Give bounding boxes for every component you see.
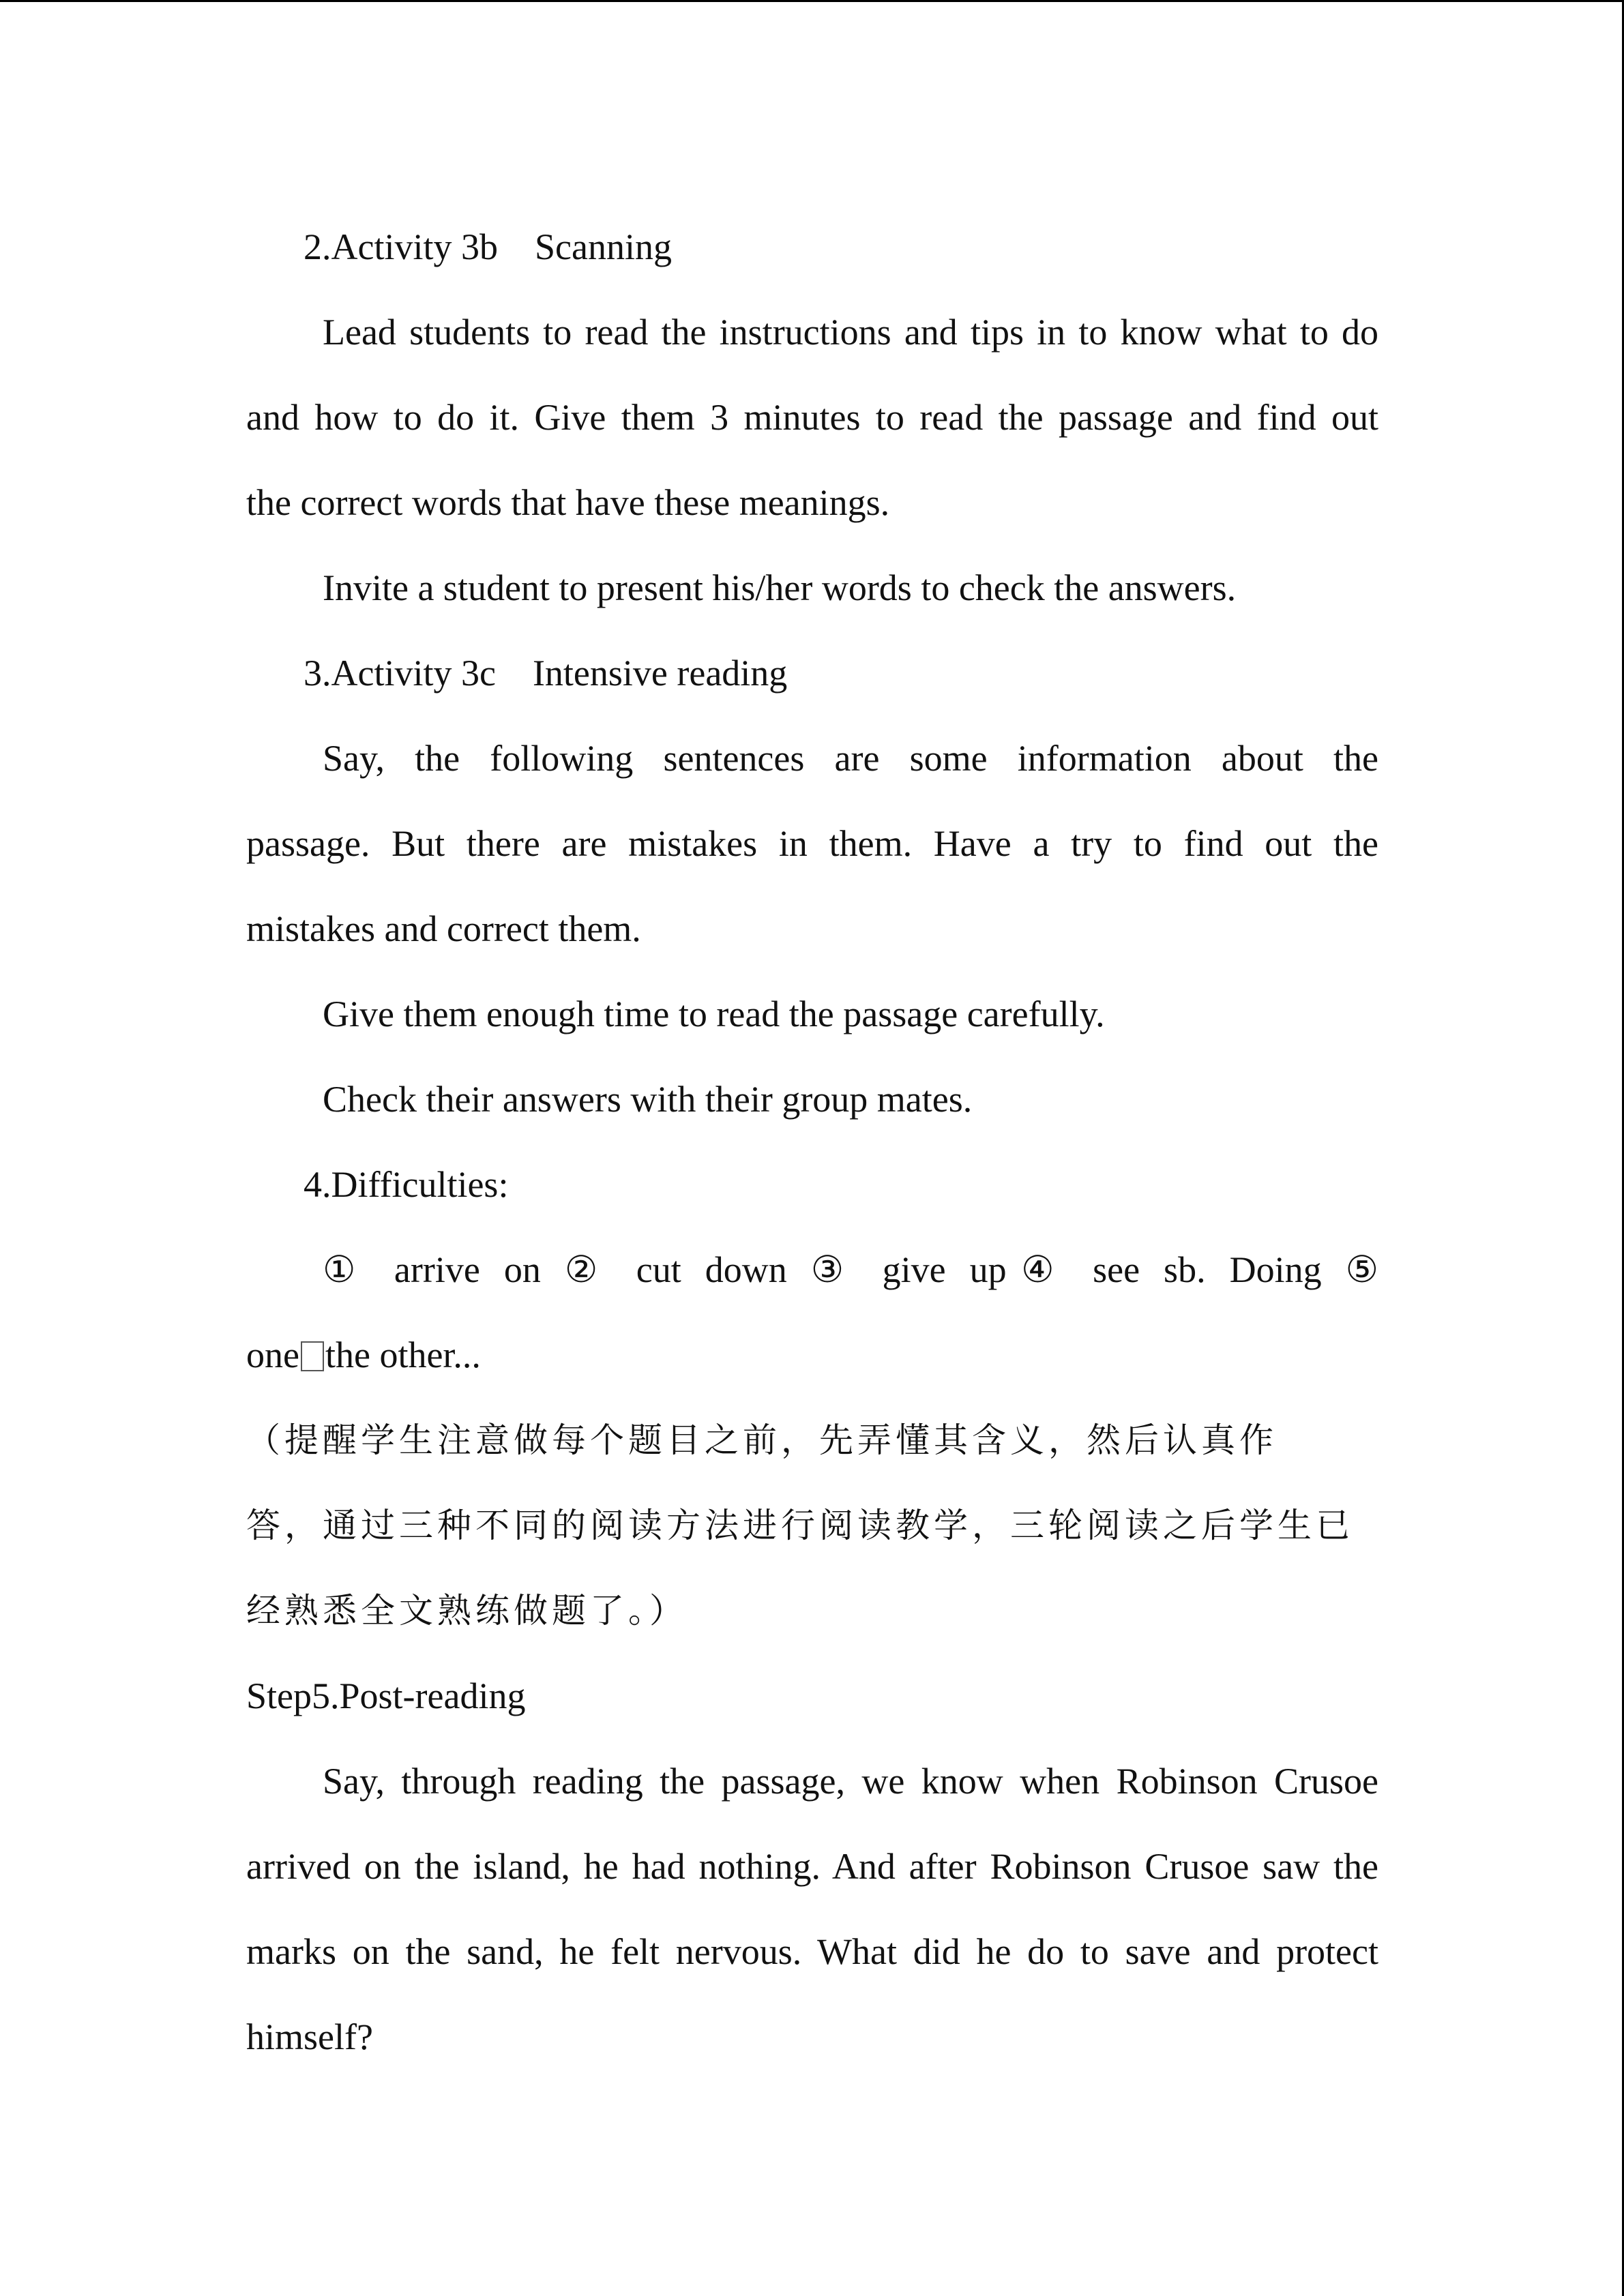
chinese-note-line: 经熟悉全文熟练做题了。）	[246, 1591, 688, 1630]
paragraph-line: and how to do it. Give them 3 minutes to read the passage and find out	[246, 397, 1378, 438]
chinese-note-line: 答，通过三种不同的阅读方法进行阅读教学，三轮阅读之后学生已	[246, 1506, 1354, 1545]
paragraph-line: Say, through reading the passage, we know when Robinson Crusoe	[323, 1761, 1378, 1802]
step5-heading: Step5.Post-reading	[246, 1675, 526, 1716]
paragraph-line: Lead students to read the instructions and tips in to know what to do	[323, 312, 1378, 353]
paragraph-line: Invite a student to present his/her words to check the answers.	[323, 567, 1237, 608]
paragraph-line: arrived on the island, he had nothing. And after Robinson Crusoe saw the	[246, 1846, 1378, 1887]
difficulties-one: one	[246, 1335, 299, 1375]
document-body	[246, 205, 1378, 2080]
difficulties-heading: 4.Difficulties:	[304, 1164, 509, 1205]
paragraph-line: mistakes and correct them.	[246, 908, 641, 949]
difficulties-other: the other...	[325, 1335, 481, 1375]
activity-3c-heading: 3.Activity 3c Intensive reading	[304, 653, 788, 694]
paragraph-line: passage. But there are mistakes in them. Have a try to find out the	[246, 823, 1378, 864]
paragraph-line: the correct words that have these meanings.	[246, 482, 890, 523]
difficulties-list-continued	[246, 1313, 1378, 1398]
activity-3b-heading: 2.Activity 3b Scanning	[304, 226, 672, 267]
paragraph-line: Check their answers with their group mates.	[323, 1079, 973, 1120]
difficulties-list: ① arrive on ② cut down ③ give up④ see sb. Doing ⑤	[323, 1249, 1378, 1290]
paragraph-line: Give them enough time to read the passage carefully.	[323, 994, 1105, 1034]
page-border-top	[0, 0, 1624, 2]
paragraph-line: himself?	[246, 2016, 373, 2057]
chinese-note-line: （提醒学生注意做每个题目之前，先弄懂其含义，然后认真作	[246, 1420, 1278, 1460]
missing-glyph-box	[301, 1341, 324, 1371]
paragraph-line: marks on the sand, he felt nervous. What did he do to save and protect	[246, 1931, 1378, 1972]
paragraph-line: Say, the following sentences are some information about the	[323, 738, 1378, 779]
